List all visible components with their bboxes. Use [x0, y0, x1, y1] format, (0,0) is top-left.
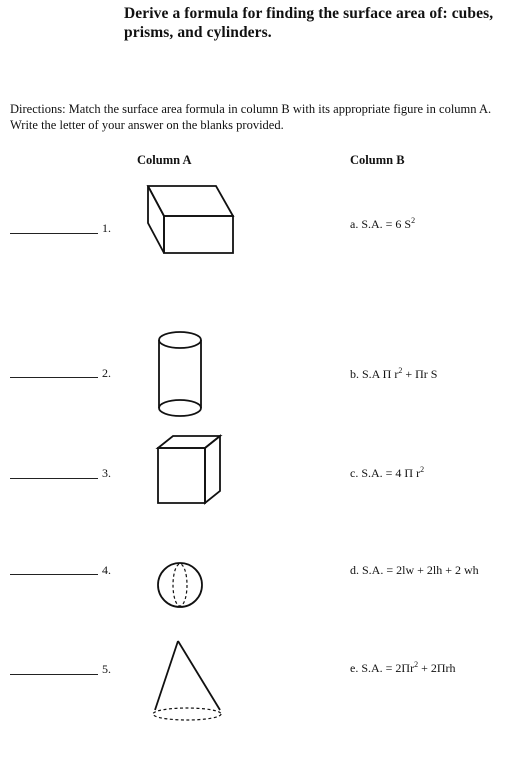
- answer-blank-2[interactable]: [10, 377, 98, 378]
- sphere-outline: [158, 563, 202, 607]
- sphere-figure: [156, 560, 206, 612]
- prism-side-face: [148, 186, 164, 253]
- answer-blank-3[interactable]: [10, 478, 98, 479]
- worksheet-title: Derive a formula for finding the surface area of: cubes, prisms, and cylinders.: [124, 5, 494, 41]
- cube-side-face: [205, 436, 220, 503]
- cube-figure: [154, 433, 224, 509]
- cylinder-figure: [156, 330, 206, 422]
- formula-e: [350, 661, 456, 676]
- formula-b-exponent: 2: [398, 366, 403, 375]
- sphere-meridian: [173, 564, 187, 606]
- formula-d-base: d. S.A. = 2lw + 2lh + 2 wh: [350, 563, 479, 577]
- cylinder-bottom-ellipse: [159, 400, 201, 416]
- formula-c-exponent: 2: [420, 465, 425, 474]
- formula-a-base: a. S.A. = 6 S: [350, 217, 412, 231]
- cone-figure: [150, 638, 226, 726]
- column-b-header: Column B: [350, 153, 405, 167]
- formula-c: [350, 466, 424, 481]
- item-number-2: 2.: [102, 366, 111, 380]
- item-number-4: 4.: [102, 563, 111, 577]
- formula-e-base: e. S.A. = 2Πr: [350, 661, 415, 675]
- cone-base: [153, 708, 221, 720]
- answer-blank-1[interactable]: [10, 233, 98, 234]
- cone-left-edge: [155, 641, 178, 710]
- column-a-header: Column A: [137, 153, 192, 167]
- formula-e-tail: + 2Πrh: [418, 661, 456, 675]
- cylinder-top-ellipse: [159, 332, 201, 348]
- formula-b: [350, 367, 437, 382]
- formula-c-base: c. S.A. = 4 Π r: [350, 466, 421, 480]
- item-number-1: 1.: [102, 221, 111, 235]
- formula-a-exponent: 2: [411, 216, 416, 225]
- formula-b-tail: + Πr S: [402, 367, 438, 381]
- cube-top-face: [158, 436, 220, 448]
- prism-front-face: [164, 216, 233, 253]
- item-number-5: 5.: [102, 662, 111, 676]
- cone-right-edge: [178, 641, 220, 710]
- formula-e-exponent: 2: [414, 660, 419, 669]
- formula-d: [350, 563, 479, 578]
- cube-front-face: [158, 448, 205, 503]
- directions-text: Directions: Match the surface area formula in column B with its appropriate figure in column A. Write the letter of your answer on the blanks provided.: [10, 102, 492, 132]
- rectangular-prism-figure: [136, 183, 236, 259]
- formula-b-base: b. S.A Π r: [350, 367, 399, 381]
- formula-a: [350, 217, 415, 232]
- item-number-3: 3.: [102, 466, 111, 480]
- answer-blank-5[interactable]: [10, 674, 98, 675]
- answer-blank-4[interactable]: [10, 574, 98, 575]
